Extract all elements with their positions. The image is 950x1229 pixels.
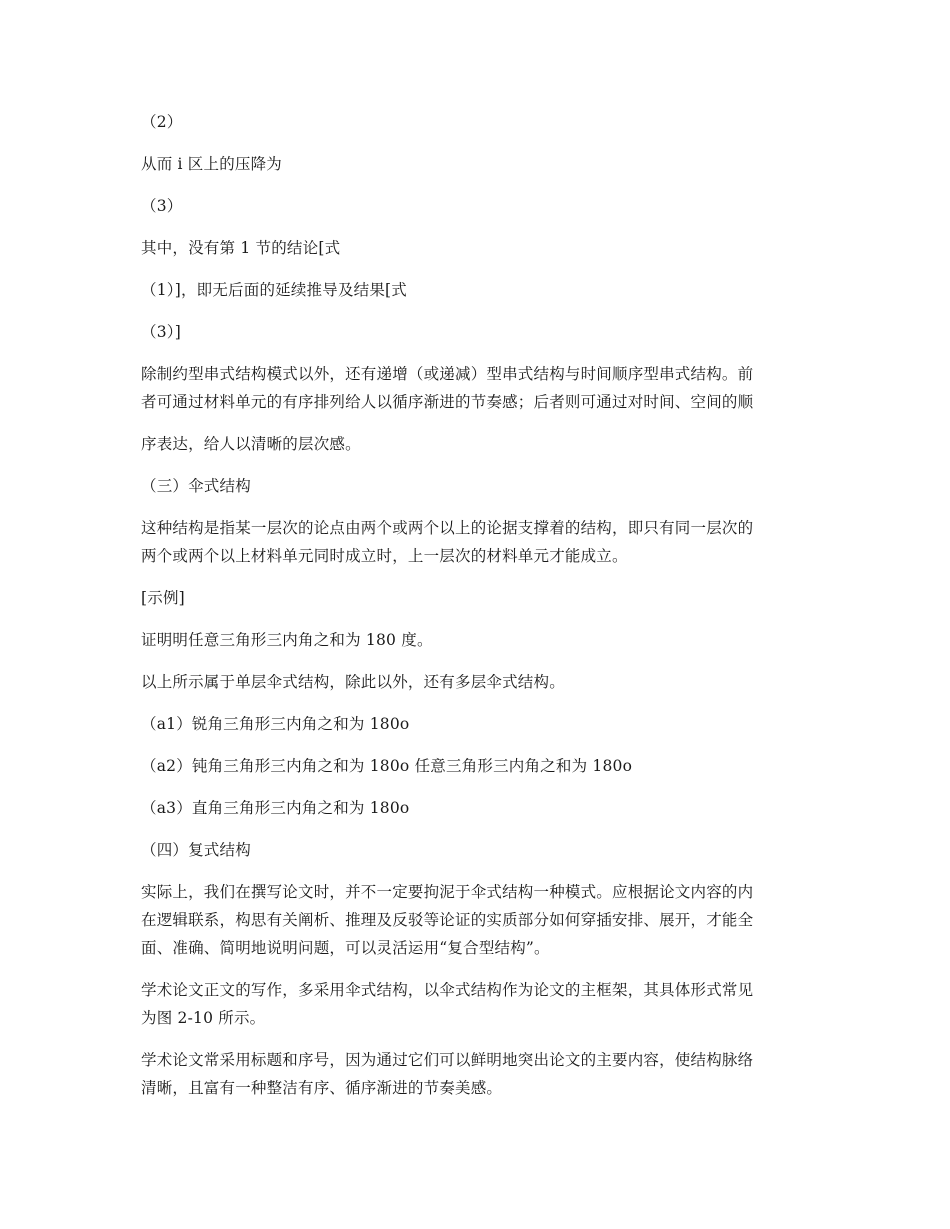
text-line: 从而 i 区上的压降为 [141,155,283,173]
list-item-a3 [141,794,811,822]
paragraph-headings-numbering [141,1046,811,1102]
text-line: 序表达，给人以清晰的层次感。 [141,435,361,453]
list-item-a2 [141,752,811,780]
paragraph-academic-body [141,976,811,1032]
paragraph-example-proof [141,626,811,654]
text-line: （a1）锐角三角形三内角之和为 180o [141,715,410,733]
paragraph-umbrella-definition [141,514,811,570]
text-line: （三）伞式结构 [141,477,251,495]
text-line: 面、准确、简明地说明问题，可以灵活运用“复合型结构”。 [141,939,550,957]
text-line: 除制约型串式结构模式以外，还有递增（或递减）型串式结构与时间顺序型串式结构。前 [141,365,754,383]
text-line: [示例] [141,589,185,607]
text-line: 实际上，我们在撰写论文时，并不一定要拘泥于伞式结构一种模式。应根据论文内容的内 [141,883,754,901]
paragraph-serial-structure-cont [141,430,811,458]
text-line: 其中，没有第 1 节的结论[式 [141,239,341,257]
paragraph-pressure-drop [141,150,811,178]
text-line: （a3）直角三角形三内角之和为 180o [141,799,410,817]
text-line: 者可通过材料单元的有序排列给人以循序渐进的节奏感；后者则可通过对时间、空间的顺 [141,393,754,411]
text-line: （a2）钝角三角形三内角之和为 180o 任意三角形三内角之和为 180o [141,757,633,775]
text-line: 为图 2-10 所示。 [141,1009,266,1027]
text-line: （2） [141,113,183,131]
paragraph-formula-ref [141,318,811,346]
example-label [141,584,811,612]
text-line: 以上所示属于单层伞式结构，除此以外，还有多层伞式结构。 [141,673,565,691]
paragraph-serial-structure [141,360,811,416]
equation-number-2 [141,108,811,136]
paragraph-conclusion-note [141,234,811,262]
paragraph-compound-structure [141,878,811,962]
text-line: 清晰，且富有一种整洁有序、循序渐进的节奏美感。 [141,1079,503,1097]
equation-number-3 [141,192,811,220]
text-line: （3）] [141,323,181,341]
document-body [141,108,811,1102]
text-line: 两个或两个以上材料单元同时成立时，上一层次的材料单元才能成立。 [141,547,628,565]
section-heading-compound [141,836,811,864]
text-line: 证明明任意三角形三内角之和为 180 度。 [141,631,433,649]
text-line: （3） [141,197,183,215]
text-line: 学术论文正文的写作，多采用伞式结构，以伞式结构作为论文的主框架，其具体形式常见 [141,981,754,999]
text-line: 这种结构是指某一层次的论点由两个或两个以上的论据支撑着的结构，即只有同一层次的 [141,519,754,537]
text-line: （四）复式结构 [141,841,251,859]
text-line: 在逻辑联系，构思有关阐析、推理及反驳等论证的实质部分如何穿插安排、展开，才能全 [141,911,754,929]
paragraph-continuation [141,276,811,304]
text-line: （1）]，即无后面的延续推导及结果[式 [141,281,408,299]
paragraph-single-layer [141,668,811,696]
section-heading-umbrella [141,472,811,500]
list-item-a1 [141,710,811,738]
text-line: 学术论文常采用标题和序号，因为通过它们可以鲜明地突出论文的主要内容，使结构脉络 [141,1051,754,1069]
